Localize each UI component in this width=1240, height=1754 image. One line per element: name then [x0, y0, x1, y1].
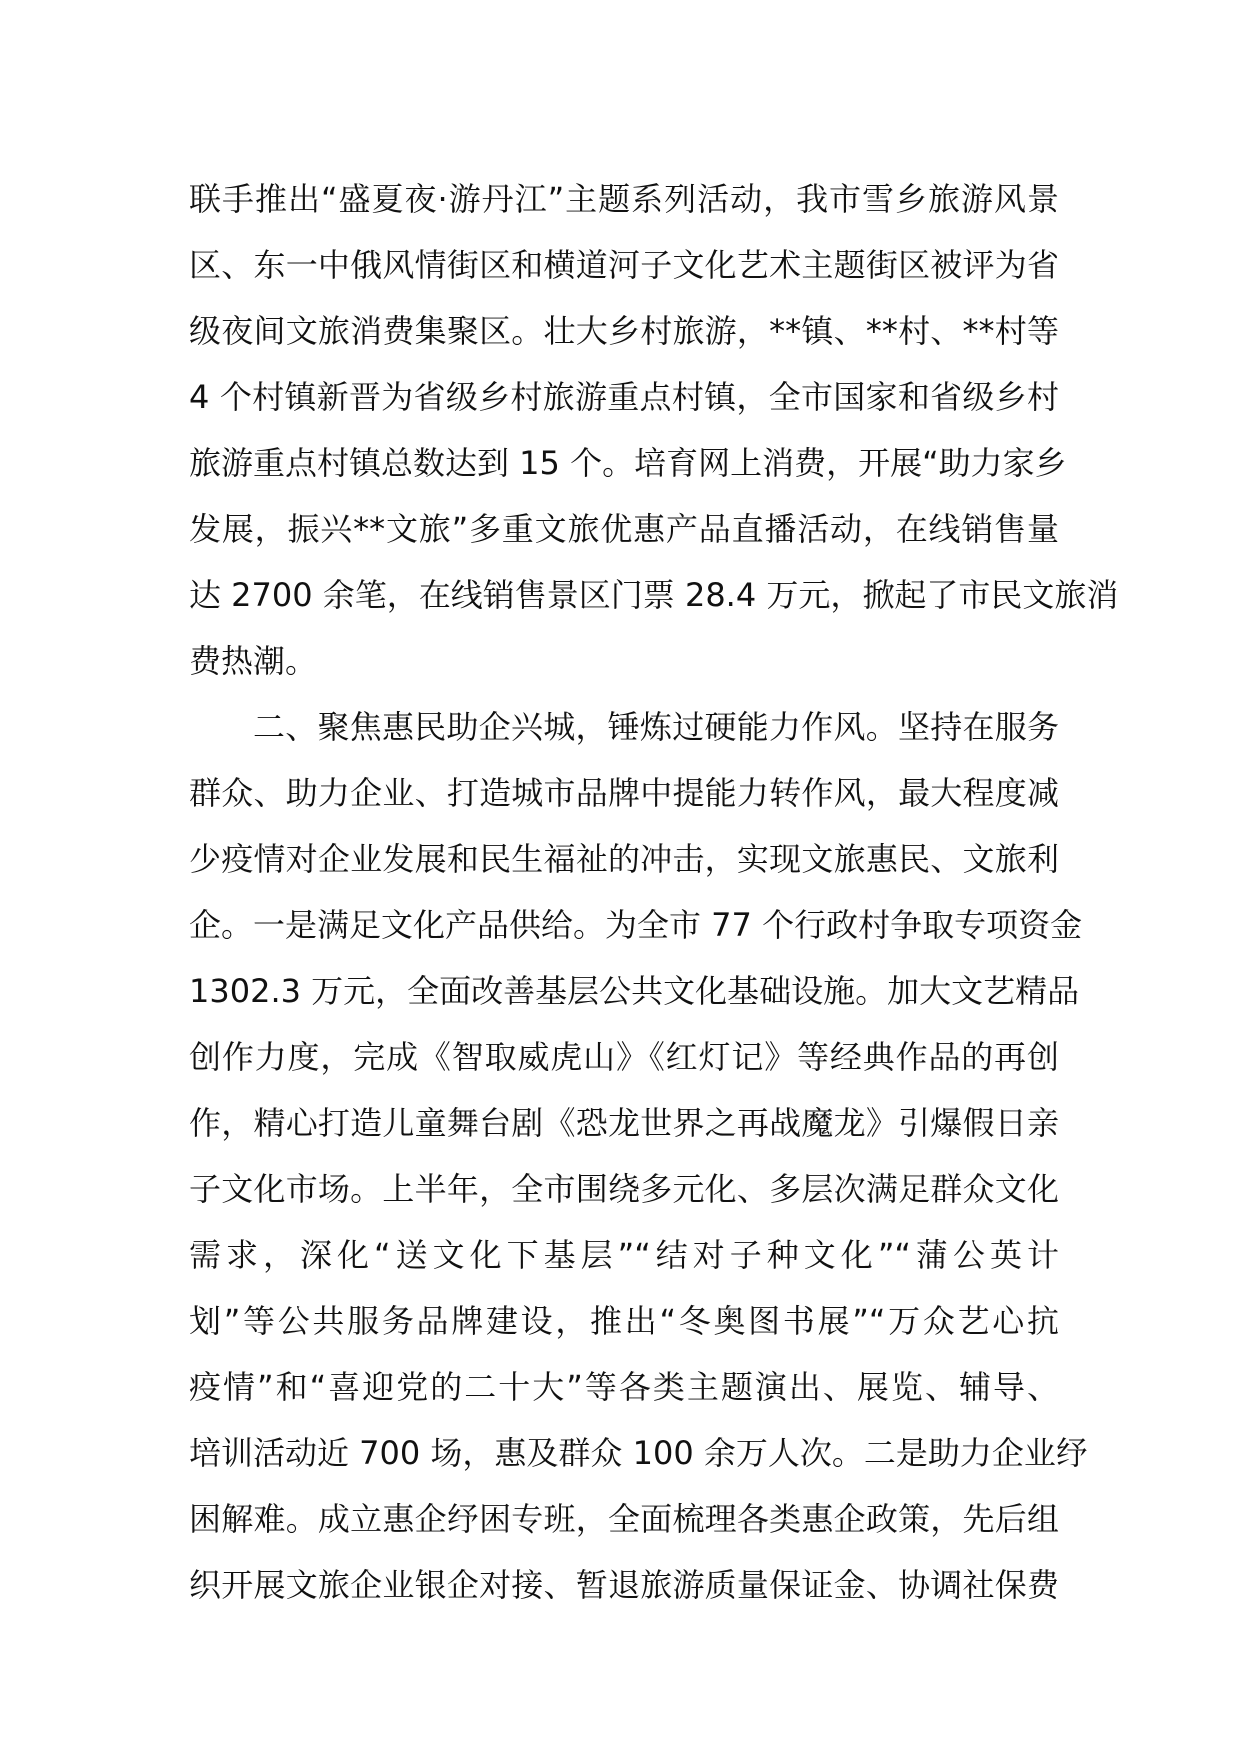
text-line: 旅游重点村镇总数达到 15 个。培育网上消费，开展“助力家乡	[189, 444, 1067, 482]
paragraph-2	[189, 694, 1088, 1618]
text-line: 费热潮。	[189, 642, 318, 680]
text-line: 联手推出“盛夏夜·游丹江”主题系列活动，我市雪乡旅游风景	[189, 180, 1059, 218]
text-line: 区、东一中俄风情街区和横道河子文化艺术主题街区被评为省	[189, 246, 1059, 284]
text-line: 少疫情对企业发展和民生福祉的冲击，实现文旅惠民、文旅利	[189, 840, 1059, 878]
text-line: 疫情”和“喜迎党的二十大”等各类主题演出、展览、辅导、	[189, 1368, 1059, 1406]
text-line: 发展，振兴**文旅”多重文旅优惠产品直播活动，在线销售量	[189, 510, 1059, 548]
text-line: 织开展文旅企业银企对接、暂退旅游质量保证金、协调社保费	[189, 1566, 1059, 1604]
text-line: 1302.3 万元，全面改善基层公共文化基础设施。加大文艺精品	[189, 972, 1080, 1010]
text-line: 4 个村镇新晋为省级乡村旅游重点村镇，全市国家和省级乡村	[189, 378, 1059, 416]
text-line: 达 2700 余笔，在线销售景区门票 28.4 万元，掀起了市民文旅消	[189, 576, 1119, 614]
text-line: 群众、助力企业、打造城市品牌中提能力转作风，最大程度减	[189, 774, 1059, 812]
text-line: 级夜间文旅消费集聚区。壮大乡村旅游，**镇、**村、**村等	[189, 312, 1059, 350]
text-line: 子文化市场。上半年，全市围绕多元化、多层次满足群众文化	[189, 1170, 1059, 1208]
text-line: 作，精心打造儿童舞台剧《恐龙世界之再战魔龙》引爆假日亲	[189, 1104, 1059, 1142]
text-line: 划”等公共服务品牌建设，推出“冬奥图书展”“万众艺心抗	[189, 1302, 1059, 1340]
text-line: 需求，深化“送文化下基层”“结对子种文化”“蒲公英计	[189, 1236, 1059, 1274]
paragraph-1	[189, 166, 1119, 694]
text-line: 企。一是满足文化产品供给。为全市 77 个行政村争取专项资金	[189, 906, 1083, 944]
text-line: 创作力度，完成《智取威虎山》《红灯记》等经典作品的再创	[189, 1038, 1059, 1076]
body-text	[189, 166, 1119, 1618]
text-line: 二、聚焦惠民助企兴城，锤炼过硬能力作风。坚持在服务	[253, 708, 1059, 746]
text-line: 困解难。成立惠企纾困专班，全面梳理各类惠企政策，先后组	[189, 1500, 1059, 1538]
text-line: 培训活动近 700 场，惠及群众 100 余万人次。二是助力企业纾	[189, 1434, 1088, 1472]
